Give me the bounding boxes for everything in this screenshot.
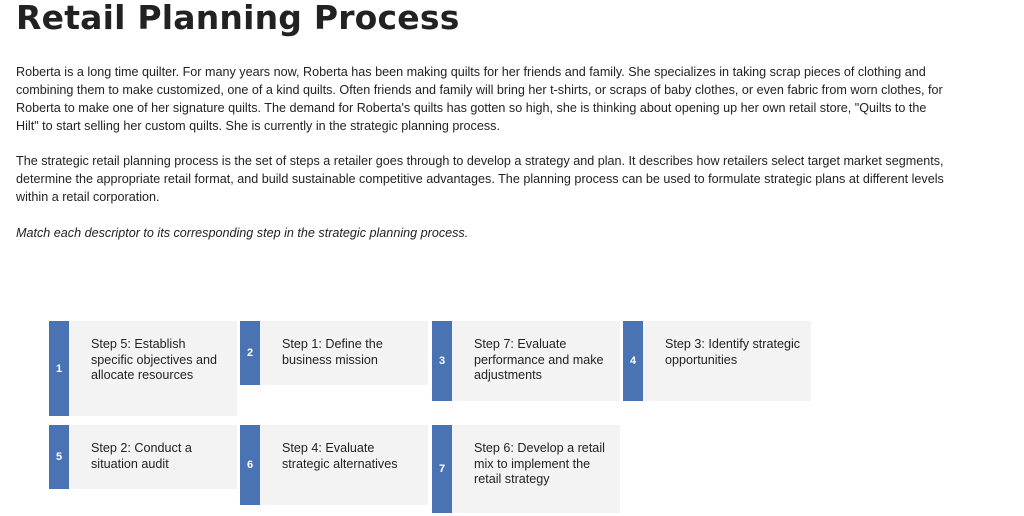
card-label: Step 7: Evaluate performance and make adjustments <box>474 337 604 382</box>
drag-card-7[interactable] <box>432 425 620 513</box>
card-label: Step 1: Define the business mission <box>282 337 383 367</box>
card-number-tab: 6 <box>240 425 260 505</box>
card-number-tab: 3 <box>432 321 452 401</box>
drag-card-2[interactable] <box>240 321 428 385</box>
card-number-tab: 2 <box>240 321 260 385</box>
intro-paragraph: Roberta is a long time quilter. For many years now, Roberta has been making quilts for her friends and family. She specializes in taking scrap pieces of clothing and combining them to make customized, one of a kind quilts. Often friends and family will bring her t-shirts, or scraps of baby clothes, or even fabric from worn clothes, for Roberta to make one of her signature quilts. The demand for Roberta's quilts has gotten so high, she is thinking about opening up her own retail store, "Quilts to the Hilt" to start selling her custom quilts. She is currently in the strategic planning process. <box>16 65 943 133</box>
drag-card-4[interactable] <box>623 321 811 401</box>
card-label: Step 2: Conduct a situation audit <box>91 441 192 471</box>
card-number-tab: 4 <box>623 321 643 401</box>
drag-card-6[interactable] <box>240 425 428 505</box>
page-title: Retail Planning Process <box>16 0 460 37</box>
drag-card-5[interactable] <box>49 425 237 489</box>
card-label: Step 3: Identify strategic opportunities <box>665 337 801 367</box>
instruction-text: Match each descriptor to its corresponding step in the strategic planning process. <box>16 226 469 240</box>
card-number-tab: 7 <box>432 425 452 513</box>
card-label: Step 6: Develop a retail mix to implement the retail strategy <box>474 441 605 486</box>
drag-card-1[interactable] <box>49 321 237 416</box>
card-label: Step 4: Evaluate strategic alternatives <box>282 441 398 471</box>
drag-card-3[interactable] <box>432 321 620 401</box>
card-number-tab: 5 <box>49 425 69 489</box>
card-label: Step 5: Establish specific objectives and allocate resources <box>91 337 218 382</box>
process-description-paragraph: The strategic retail planning process is the set of steps a retailer goes through to develop a strategy and plan. It describes how retailers select target market segments, determine the appropriate retail format, and build sustainable competitive advantages. The planning process can be used to formulate strategic plans at different levels within a retail corporation. <box>16 154 944 204</box>
card-number-tab: 1 <box>49 321 69 416</box>
